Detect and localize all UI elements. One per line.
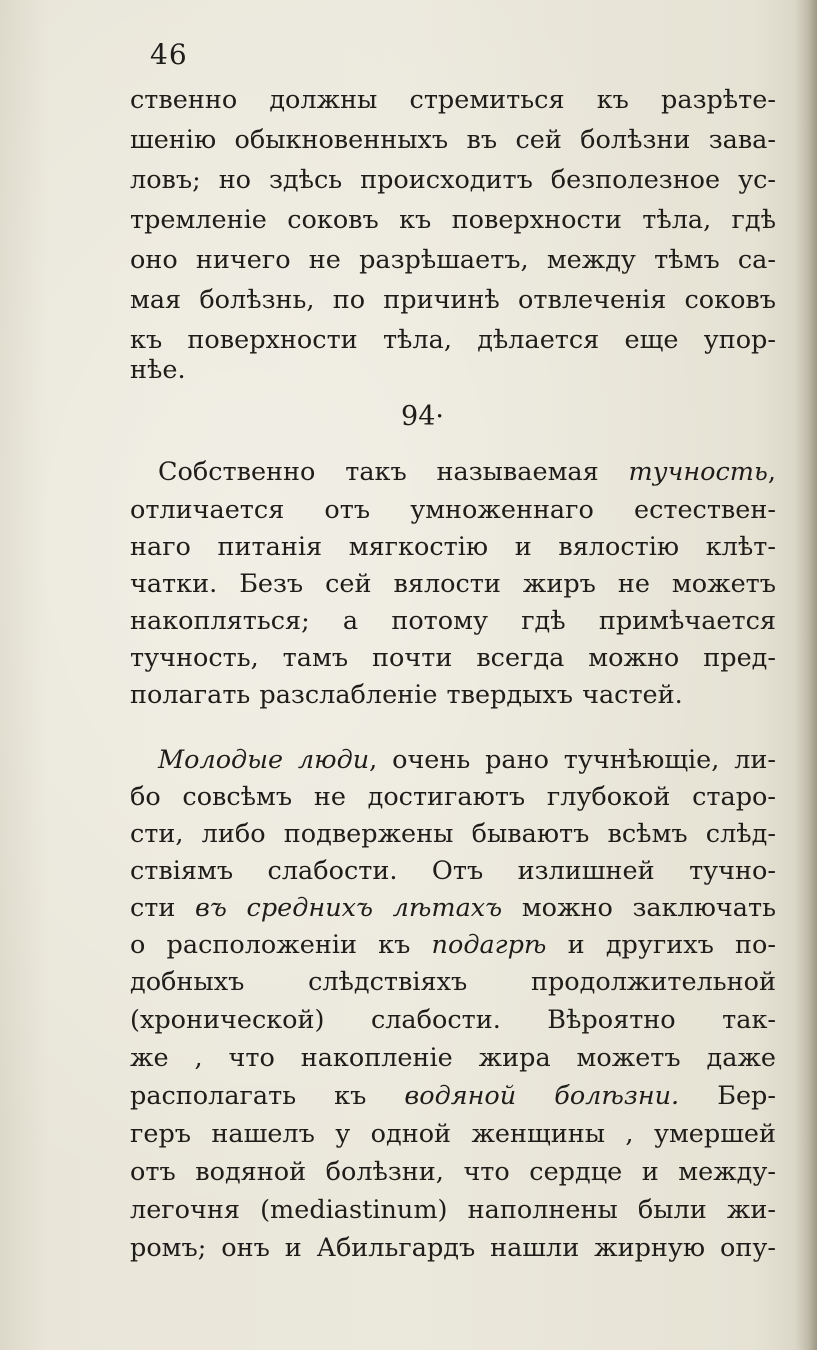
text-line: мая болѣзнь, по причинѣ отвлеченія соковъ — [130, 285, 776, 315]
text-line: сти, либо подвержены бываютъ всѣмъ слѣд- — [130, 819, 776, 849]
text-line: ствіямъ слабости. Отъ излишней тучно- — [130, 856, 776, 886]
text-line: легочня (mediastinum) наполнены были жи- — [130, 1195, 776, 1225]
text-line: отъ водяной болѣзни, что сердце и между- — [130, 1157, 776, 1187]
text-line: ловъ; но здѣсь происходитъ безполезное ус- — [130, 165, 776, 195]
text-line: отличается отъ умноженнаго естествен- — [130, 495, 776, 525]
italic-term: водяной болѣзни. — [404, 1081, 680, 1111]
text-line: ственно должны стремиться къ разрѣте- — [130, 85, 776, 115]
text-line: тремленіе соковъ къ поверхности тѣла, гдѣ — [130, 205, 776, 235]
text-line: накопляться; а потому гдѣ примѣчается — [130, 606, 776, 636]
section-number: 94· — [401, 401, 444, 432]
text-line: Молодые люди, очень рано тучнѣющіе, ли- — [158, 745, 777, 775]
text-line: добныхъ слѣдствіяхъ продолжительной — [130, 967, 776, 997]
page-edge-shadow — [795, 0, 817, 1350]
page-number: 46 — [150, 38, 188, 71]
text-line: шенію обыкновенныхъ въ сей болѣзни зава- — [130, 125, 776, 155]
text-line: тучность, тамъ почти всегда можно пред- — [130, 643, 776, 673]
text-line: Собственно такъ называемая тучность, — [158, 457, 776, 487]
text-line: полагать разслабленіе твердыхъ частей. — [130, 680, 683, 710]
text-line: къ поверхности тѣла, дѣлается еще упор- — [130, 325, 776, 355]
italic-term: въ среднихъ лѣтахъ — [195, 893, 503, 923]
text-line: оно ничего не разрѣшаетъ, между тѣмъ са- — [130, 245, 776, 275]
text-line: (хронической) слабости. Вѣроятно так- — [130, 1005, 776, 1035]
italic-term: тучность — [628, 457, 768, 487]
text-line: нѣе. — [130, 355, 186, 385]
text-line: чатки. Безъ сей вялости жиръ не можетъ — [130, 569, 776, 599]
text-line: располагать къ водяной болѣзни. Бер- — [130, 1081, 776, 1111]
text-line: ромъ; онъ и Абильгардъ нашли жирную опу- — [130, 1233, 776, 1263]
text-line: наго питанія мягкостію и вялостію клѣт- — [130, 532, 776, 562]
text-line: сти въ среднихъ лѣтахъ можно заключать — [130, 893, 776, 923]
italic-term: подагрѣ — [431, 930, 547, 960]
text-line: геръ нашелъ у одной женщины , умершей — [130, 1119, 776, 1149]
text-line: же , что накопленіе жира можетъ даже — [130, 1043, 776, 1073]
text-line: бо совсѣмъ не достигаютъ глубокой старо- — [130, 782, 776, 812]
text-line: о расположеніи къ подагрѣ и другихъ по- — [130, 930, 776, 960]
italic-term: Молодые люди — [158, 745, 370, 775]
